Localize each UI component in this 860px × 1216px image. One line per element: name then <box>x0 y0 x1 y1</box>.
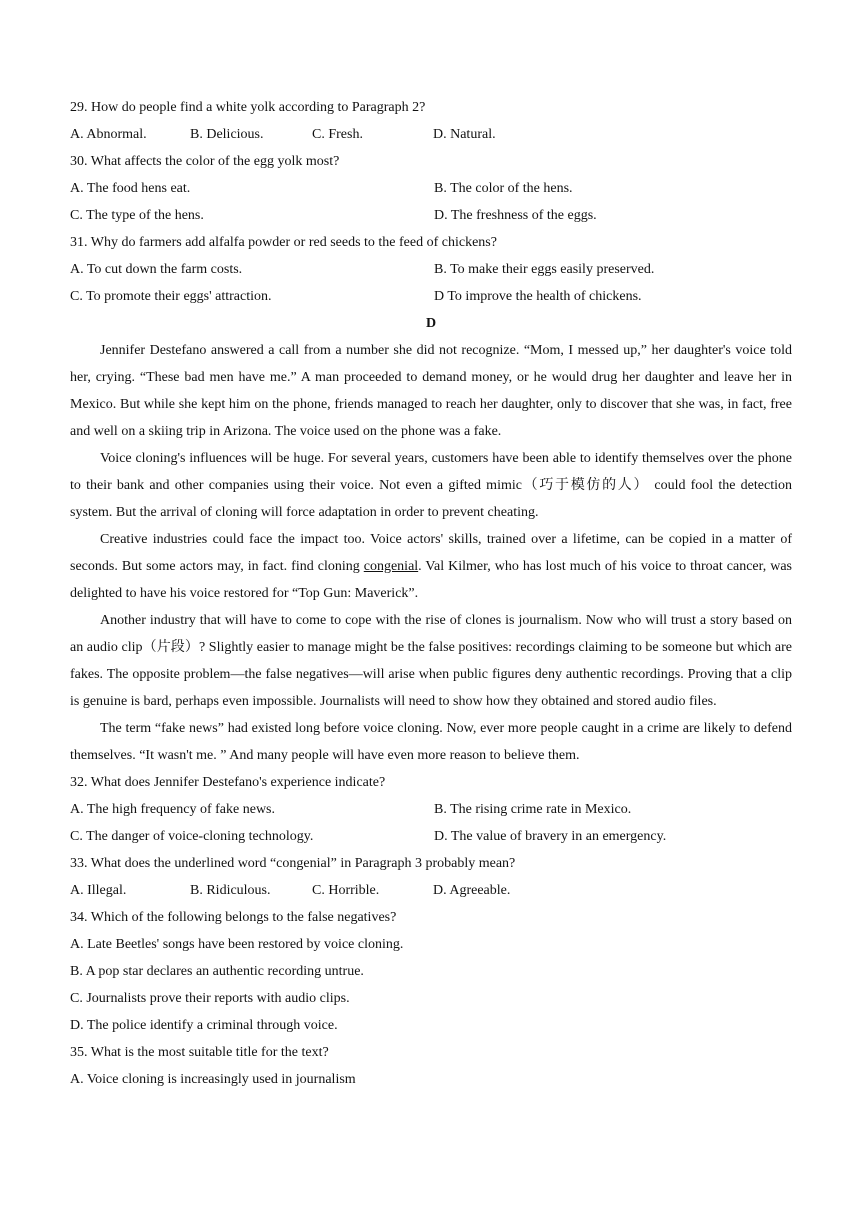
option-a: A. Abnormal. <box>70 127 147 142</box>
question-31-stem: 31. Why do farmers add alfalfa powder or red seeds to the feed of chickens? <box>70 235 497 250</box>
option-a: A. The food hens eat. <box>70 181 191 196</box>
option-c: C. Fresh. <box>312 127 363 142</box>
option-d: D. The value of bravery in an emergency. <box>434 829 667 844</box>
paragraph-text: Another industry that will have to come to cope with the rise of clones is journalism. Now who will trust a story based on an audio clip（片段）? Slightly easier to manage might be the false positives: recordings claiming to be someone but which are fakes. The opposite problem—the false negatives—will arise when public figures deny authentic recordings. Proving that a clip is genuine is bard, perhaps even impossible. Journalists will need to show how they obtained and stored audio files. <box>70 613 792 709</box>
question-29-stem: 29. How do people find a white yolk according to Paragraph 2? <box>70 100 426 115</box>
section-heading: D <box>425 316 437 331</box>
question-33-options <box>70 877 792 904</box>
option-a: A. Voice cloning is increasingly used in journalism <box>70 1072 356 1087</box>
question-29-options <box>70 121 792 148</box>
option-c: C. The type of the hens. <box>70 208 204 223</box>
question-35-stem: 35. What is the most suitable title for the text? <box>70 1045 329 1060</box>
question-32-options-row1 <box>70 796 792 823</box>
option-a: A. Late Beetles' songs have been restored by voice cloning. <box>70 937 404 952</box>
option-c: C. The danger of voice-cloning technology. <box>70 829 314 844</box>
option-d: D. Agreeable. <box>433 883 511 898</box>
option-d: D To improve the health of chickens. <box>434 289 642 304</box>
paragraph-text: Creative industries could face the impact too. Voice actors' skills, trained over a lifetime, can be copied in a matter of seconds. But some actors may, in fact. find cloning <box>70 532 792 574</box>
paragraph-text: . Val Kilmer, who has lost much of his voice to throat cancer, was delighted to have his voice restored for “Top Gun: Maverick”. <box>70 559 793 601</box>
paragraph-text: Jennifer Destefano answered a call from a number she did not recognize. “Mom, I messed up,” her daughter's voice told her, crying. “These bad men have me.” A man proceeded to demand money, or he would drug her daughter and leave her in Mexico. But while she kept him on the phone, friends managed to reach her daughter, only to discover that she was, in fact, free and well on a skiing trip in Arizona. The voice used on the phone was a fake. <box>70 343 792 439</box>
option-b: B. The color of the hens. <box>434 181 573 196</box>
option-d: D. The police identify a criminal through voice. <box>70 1018 338 1033</box>
underlined-word: congenial <box>363 559 419 574</box>
option-b: B. To make their eggs easily preserved. <box>434 262 655 277</box>
option-b: B. A pop star declares an authentic recording untrue. <box>70 964 364 979</box>
option-d: D. The freshness of the eggs. <box>434 208 597 223</box>
paragraph-text: The term “fake news” had existed long before voice cloning. Now, ever more people caught in a crime are likely to defend themselves. “It wasn't me. ” And many people will have even more reason to believe them. <box>70 721 792 763</box>
option-c: C. To promote their eggs' attraction. <box>70 289 272 304</box>
question-32-options-row2 <box>70 823 792 850</box>
exam-page <box>70 94 792 1093</box>
question-33-stem: 33. What does the underlined word “congenial” in Paragraph 3 probably mean? <box>70 856 516 871</box>
question-34-stem: 34. Which of the following belongs to the false negatives? <box>70 910 397 925</box>
question-30-stem: 30. What affects the color of the egg yolk most? <box>70 154 340 169</box>
option-b: B. Ridiculous. <box>190 883 271 898</box>
passage-paragraph-3 <box>70 526 792 607</box>
option-c: C. Journalists prove their reports with audio clips. <box>70 991 350 1006</box>
question-30-options-row1 <box>70 175 792 202</box>
option-a: A. The high frequency of fake news. <box>70 802 276 817</box>
question-31-options-row1 <box>70 256 792 283</box>
passage-paragraph-4 <box>70 607 792 715</box>
passage-paragraph-1 <box>70 337 792 445</box>
question-30-options-row2 <box>70 202 792 229</box>
question-31-options-row2 <box>70 283 792 310</box>
paragraph-text: Voice cloning's influences will be huge. For several years, customers have been able to identify themselves over the phone to their bank and other companies using their voice. Not even a gifted mimic（巧于模仿的人） could fool the detection system. But the arrival of cloning will force adaptation in order to prevent cheating. <box>70 451 792 520</box>
option-d: D. Natural. <box>433 127 496 142</box>
option-b: B. The rising crime rate in Mexico. <box>434 802 632 817</box>
question-32-stem: 32. What does Jennifer Destefano's experience indicate? <box>70 775 386 790</box>
passage-paragraph-5 <box>70 715 792 769</box>
option-a: A. Illegal. <box>70 883 127 898</box>
option-c: C. Horrible. <box>312 883 380 898</box>
option-a: A. To cut down the farm costs. <box>70 262 243 277</box>
passage-paragraph-2 <box>70 445 792 526</box>
option-b: B. Delicious. <box>190 127 264 142</box>
